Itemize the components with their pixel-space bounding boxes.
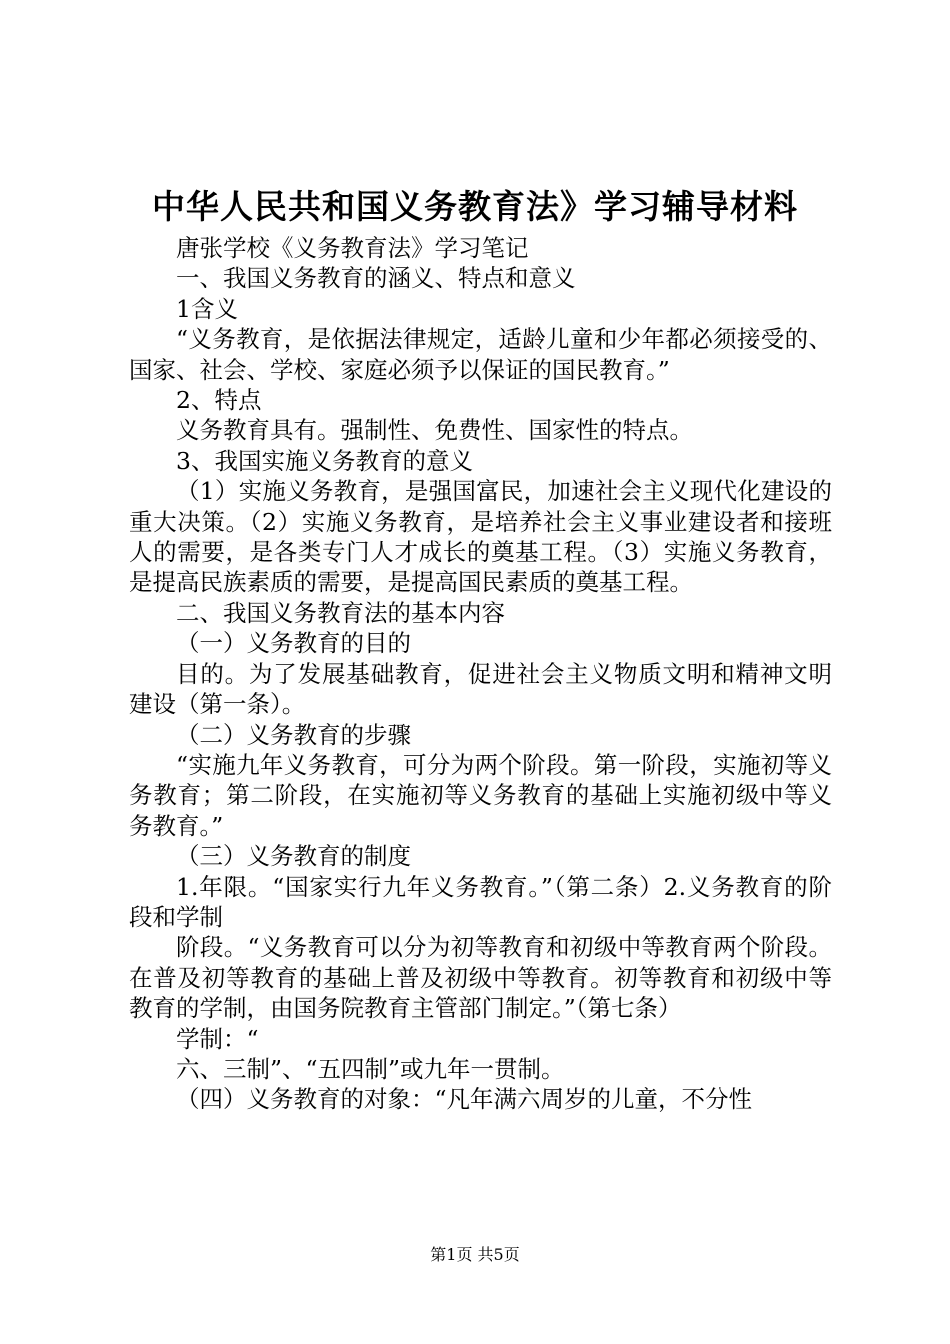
paragraph: 六、三制”、“五四制”或九年一贯制。: [176, 1054, 565, 1083]
section-heading: 一、我国义务教育的涵义、特点和意义: [176, 264, 576, 293]
paragraph: “实施九年义务教育，可分为两个阶段。第一阶段，实施初等义务教育；第二阶段，在实施初等义务教育的基础上实施初级中等义务教育。”: [129, 750, 832, 840]
document-body: [129, 233, 832, 1115]
subsection-heading: （二）义务教育的步骤: [176, 720, 411, 749]
paragraph: 学制：“: [176, 1024, 259, 1053]
paragraph: 目的。为了发展基础教育，促进社会主义物质文明和精神文明建设（第一条）。: [129, 659, 832, 719]
paragraph: 阶段。“义务教育可以分为初等教育和初级中等教育两个阶段。在普及初等教育的基础上普及初级中等教育。初等教育和初级中等教育的学制，由国务院教育主管部门制定。”（第七条）: [129, 933, 832, 1023]
subsection-heading: 1含义: [176, 294, 238, 323]
paragraph: “义务教育，是依据法律规定，适龄儿童和少年都必须接受的、国家、社会、学校、家庭必须予以保证的国民教育。”: [129, 325, 832, 384]
subsection-heading: （一）义务教育的目的: [176, 629, 411, 658]
paragraph: （四）义务教育的对象：“凡年满六周岁的儿童，不分性: [176, 1085, 753, 1114]
subsection-heading: 2、特点: [176, 386, 262, 415]
paragraph: （1）实施义务教育，是强国富民，加速社会主义现代化建设的重大决策。（2）实施义务教育，是培养社会主义事业建设者和接班人的需要，是各类专门人才成长的奠基工程。（3）实施义务教育，是提高民族素质的需要，是提高国民素质的奠基工程。: [129, 477, 832, 597]
paragraph: 义务教育具有。强制性、免费性、国家性的特点。: [176, 416, 693, 445]
document-title: 中华人民共和国义务教育法》学习辅导材料: [152, 187, 798, 226]
paragraph: 1.年限。“国家实行九年义务教育。”（第二条）2.义务教育的阶段和学制: [129, 872, 832, 931]
page-footer: 第1页 共5页: [430, 1245, 520, 1264]
section-heading: 二、我国义务教育法的基本内容: [176, 598, 505, 627]
subsection-heading: 3、我国实施义务教育的意义: [176, 446, 473, 475]
subsection-heading: （三）义务教育的制度: [176, 842, 411, 871]
paragraph: 唐张学校《义务教育法》学习笔记: [176, 234, 529, 262]
